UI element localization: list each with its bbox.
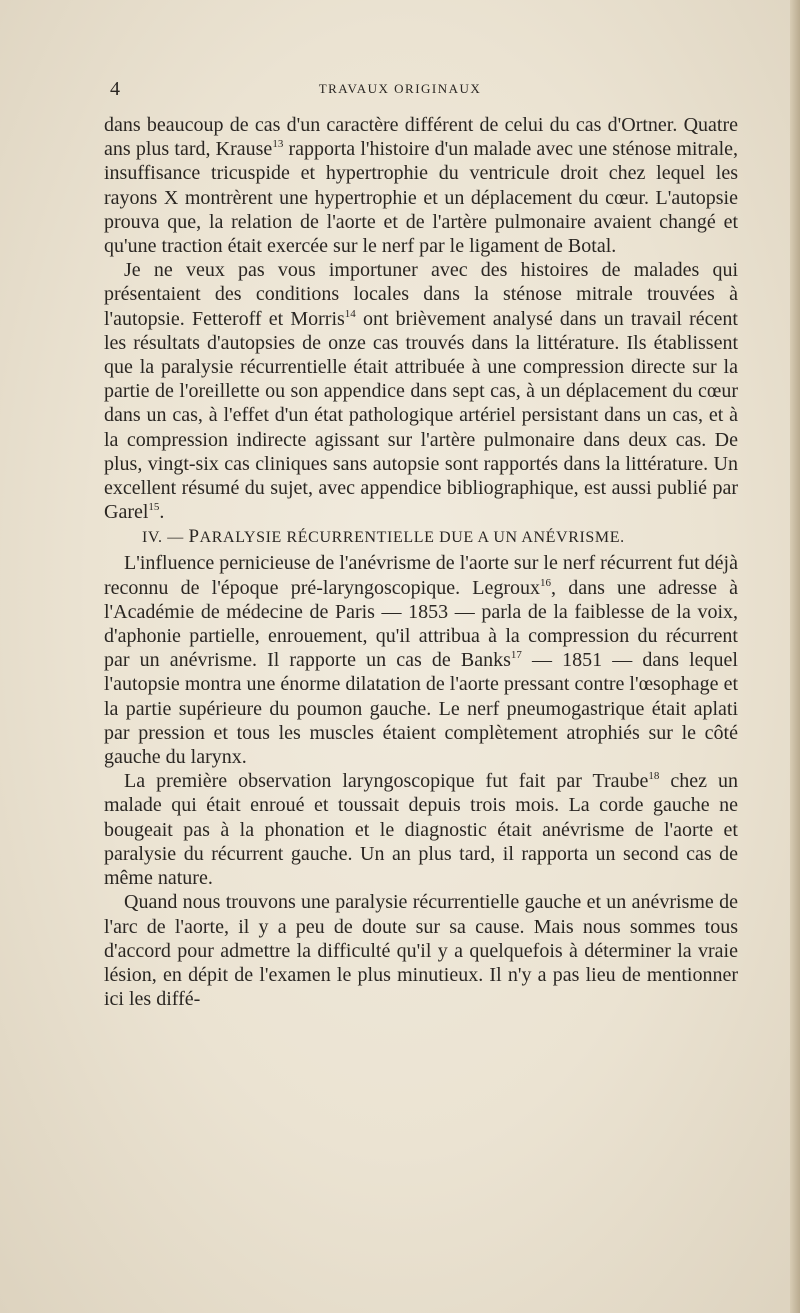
- paragraph-3: [104, 551, 738, 769]
- page-header: [0, 76, 800, 102]
- paragraph-2-text-b: ont brièvement analysé dans un travail récent les résultats d'autopsies de onze cas trouvés dans la littérature. Ils établissent que la paralysie récurrentielle était attribuée à une compression directe sur la partie de l'oreillette ou son appendice dans sept cas, à un déplacement du cœur dans un cas, à l'effet d'un état pathologique artériel persistant dans un cas, et à la compression indirecte agissant sur l'artère pulmonaire dans deux cas. De plus, vingt-six cas cliniques sans autopsie sont rapportés dans la littérature. Un excellent résumé du sujet, avec appendice bibliographique, est aussi publié par Garel: [104, 307, 738, 524]
- section-heading-title: ARALYSIE RÉCURRENTIELLE DUE A UN ANÉVRISME.: [199, 529, 625, 547]
- footnote-ref-13: 13: [272, 138, 284, 151]
- page-edge: [790, 0, 800, 1313]
- footnote-ref-15: 15: [148, 501, 160, 514]
- page-number: 4: [110, 78, 120, 100]
- section-heading: [104, 524, 738, 551]
- paragraph-4-text-a: La première observation laryngoscopique fut fait par Traube: [124, 770, 649, 793]
- paragraph-4-text-b: chez un malade qui était enroué et toussait depuis trois mois. La corde gauche ne bougeait pas à la phonation et le diagnostic était anévrisme de l'aorte et paralysie du récurrent gauche. Un an plus tard, il rapporta un second cas de même nature.: [104, 770, 738, 890]
- section-numeral: IV.: [142, 529, 163, 547]
- paragraph-2-text-a: Je ne veux pas vous importuner avec des histoires de malades qui présentaient des conditions locales dans la sténose mitrale trouvées à l'autopsie. Fetteroff et Morris: [104, 259, 738, 330]
- paragraph-3-text-a: L'influence pernicieuse de l'anévrisme de l'aorte sur le nerf récurrent fut déjà reconnu de l'époque pré-laryngoscopique. Legroux: [104, 552, 738, 599]
- paragraph-3-text-c: — 1851 — dans lequel l'autopsie montra une énorme dilatation de l'aorte pressant contre l'œsophage et la partie supérieure du poumon gauche. Le nerf pneumogastrique était aplati par pression et tous les muscles étaient complètement atrophiés sur le côté gauche du larynx.: [104, 649, 738, 769]
- footnote-ref-16: 16: [540, 576, 552, 589]
- body-text: [104, 113, 738, 1011]
- paragraph-5: [104, 890, 738, 1011]
- paragraph-1-text-b: rapporta l'histoire d'un malade avec une sténose mitrale, insuffisance tricuspide et hypertrophie du ventricule droit chez lequel les rayons X montrèrent une hypertrophie et un déplacement du cœur. L'autopsie prouva que, la relation de l'aorte et de l'artère pulmonaire avaient changé et qu'une traction était exercée sur le nerf par le ligament de Botal.: [104, 138, 739, 258]
- running-title: TRAVAUX ORIGINAUX: [318, 81, 482, 96]
- footnote-ref-18: 18: [648, 770, 660, 783]
- footnote-ref-14: 14: [344, 307, 356, 320]
- footnote-ref-17: 17: [510, 649, 522, 662]
- section-heading-initial: P: [188, 526, 200, 548]
- paragraph-1-text-a: dans beaucoup de cas d'un caractère différent de celui du cas d'Ortner. Quatre ans plus tard, Krause: [104, 114, 738, 161]
- paragraph-2: [104, 258, 738, 524]
- paragraph-1: [104, 113, 738, 258]
- paragraph-5-text-a: Quand nous trouvons une paralysie récurrentielle gauche et un anévrisme de l'arc de l'aorte, il y a peu de doute sur sa cause. Mais nous sommes tous d'accord pour admettre la difficulté qu'il y a quelquefois à déterminer la vraie lésion, en dépit de l'examen le plus minutieux. Il n'y a pas lieu de mentionner ici les diffé-: [104, 891, 738, 1011]
- paragraph-2-text-c: .: [159, 501, 165, 524]
- paragraph-3-text-b: , dans une adresse à l'Académie de médecine de Paris — 1853 — parla de la faiblesse de la voix, d'aphonie partielle, enrouement, qu'il attribua à la compression du récurrent par un anévrisme. Il rapporte un cas de Banks: [104, 576, 738, 672]
- paragraph-4: [104, 769, 738, 890]
- section-dash: —: [167, 529, 184, 547]
